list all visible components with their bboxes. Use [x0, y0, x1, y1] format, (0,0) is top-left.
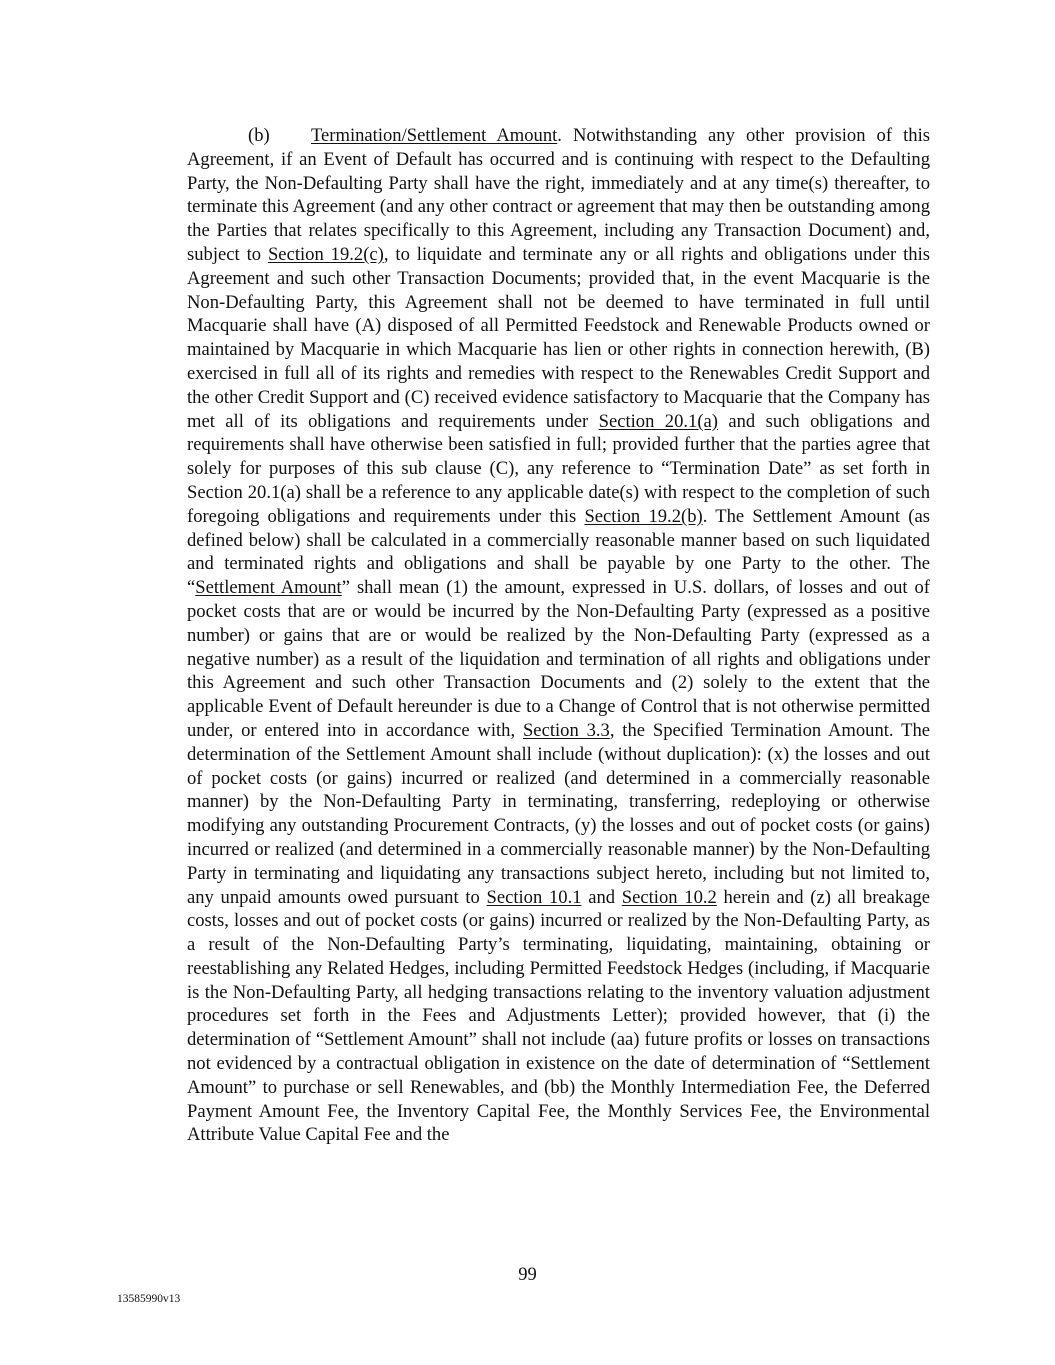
text-run: , to liquidate and terminate any or all rights and obligations under this Agreement and such other Transaction Documents; provided that, in the event Macquarie is the Non-Defaulting Party, this Agreement shall not be deemed to have terminated in full until Macquarie shall have (A) disposed of all Permitted Feedstock and Renewable Products owned or maintained by Macquarie in which Macquarie has lien or other rights in connection herewith, (B) exercised in full all of its rights and remedies with respect to the Renewables Credit Support and the other Credit Support and (C) received evidence satisfactory to Macquarie that the Company has met all of its obligations and requirements under — [187, 243, 930, 432]
text-run: , the Specified Termination Amount. The determination of the Settlement Amount shall include (without duplication): (x) the losses and out of pocket costs (or gains) incurred or realized (and determined in a commercially reasonable manner) by the Non-Defaulting Party in terminating, transferring, redeploying or otherwise modifying any outstanding Procurement Contracts, (y) the losses and out of pocket costs (or gains) incurred or realized (and determined in a commercially reasonable manner) by the Non-Defaulting Party in terminating and liquidating any transactions subject hereto, including but not limited to, any unpaid amounts owed pursuant to — [187, 719, 930, 908]
section-ref: Section 10.2 — [621, 886, 717, 908]
paragraph-text — [187, 125, 930, 1145]
document-id: 13585990v13 — [117, 1293, 181, 1305]
defined-term: Settlement Amount — [195, 577, 342, 599]
page-number: 99 — [518, 1264, 537, 1285]
text-run: and — [581, 886, 622, 908]
text-run: and such obligations and requirements shall have otherwise been satisfied in full; provided further that the parties agree that solely for purposes of this sub clause (C), any reference to “Termination Date” as set forth in Section 20.1(a) shall be a reference to any applicable date(s) with respect to the completion of such foregoing obligations and requirements under this — [187, 410, 931, 527]
body-paragraph — [187, 124, 930, 1147]
section-ref: Section 19.2(b) — [584, 505, 703, 527]
section-heading: Termination/Settlement Amount — [311, 125, 558, 146]
text-run: . Notwithstanding any other provision of this Agreement, if an Event of Default has occurred and is continuing with respect to the Defaulting Party, the Non-Defaulting Party shall have the right, immediately and at any time(s) thereafter, to terminate this Agreement (and any other contract or agreement that may then be outstanding among the Parties that relates specifically to this Agreement, including any Transaction Document) and, subject to — [187, 125, 930, 265]
section-ref: Section 19.2(c) — [267, 243, 384, 265]
paragraph-label: (b) — [248, 125, 270, 146]
text-run: herein and (z) all breakage costs, losses and out of pocket costs (or gains) incurred or realized by the Non-Defaulting Party, as a result of the Non-Defaulting Party’s terminating, liquidating, maintaining, obtaining or reestablishing any Related Hedges, including Permitted Feedstock Hedges (including, if Macquarie is the Non-Defaulting Party, all hedging transactions relating to the inventory valuation adjustment procedures set forth in the Fees and Adjustments Letter); provided however, that (i) the determination of “Settlement Amount” shall not include (aa) future profits or losses on transactions not evidenced by a contractual obligation in existence on the date of determination of “Settlement Amount” to purchase or sell Renewables, and (bb) the Monthly Intermediation Fee, the Deferred Payment Amount Fee, the Inventory Capital Fee, the Monthly Services Fee, the Environmental Attribute Value Capital Fee and the — [187, 886, 930, 1146]
text-run: ” shall mean (1) the amount, expressed in U.S. dollars, of losses and out of pocket costs that are or would be incurred by the Non-Defaulting Party (expressed as a positive number) or gains that are or would be realized by the Non-Defaulting Party (expressed as a negative number) as a result of the liquidation and termination of all rights and obligations under this Agreement and such other Transaction Documents and (2) solely to the extent that the applicable Event of Default hereunder is due to a Change of Control that is not otherwise permitted under, or entered into in accordance with, — [187, 577, 931, 741]
text-run: . The Settlement Amount (as defined below) shall be calculated in a commercially reasonable manner based on such liquidated and terminated rights and obligations and shall be payable by one Party to the other. The “ — [187, 505, 930, 599]
section-ref: Section 20.1(a) — [598, 410, 718, 432]
section-ref: Section 10.1 — [486, 886, 582, 908]
section-ref: Section 3.3 — [522, 719, 610, 741]
